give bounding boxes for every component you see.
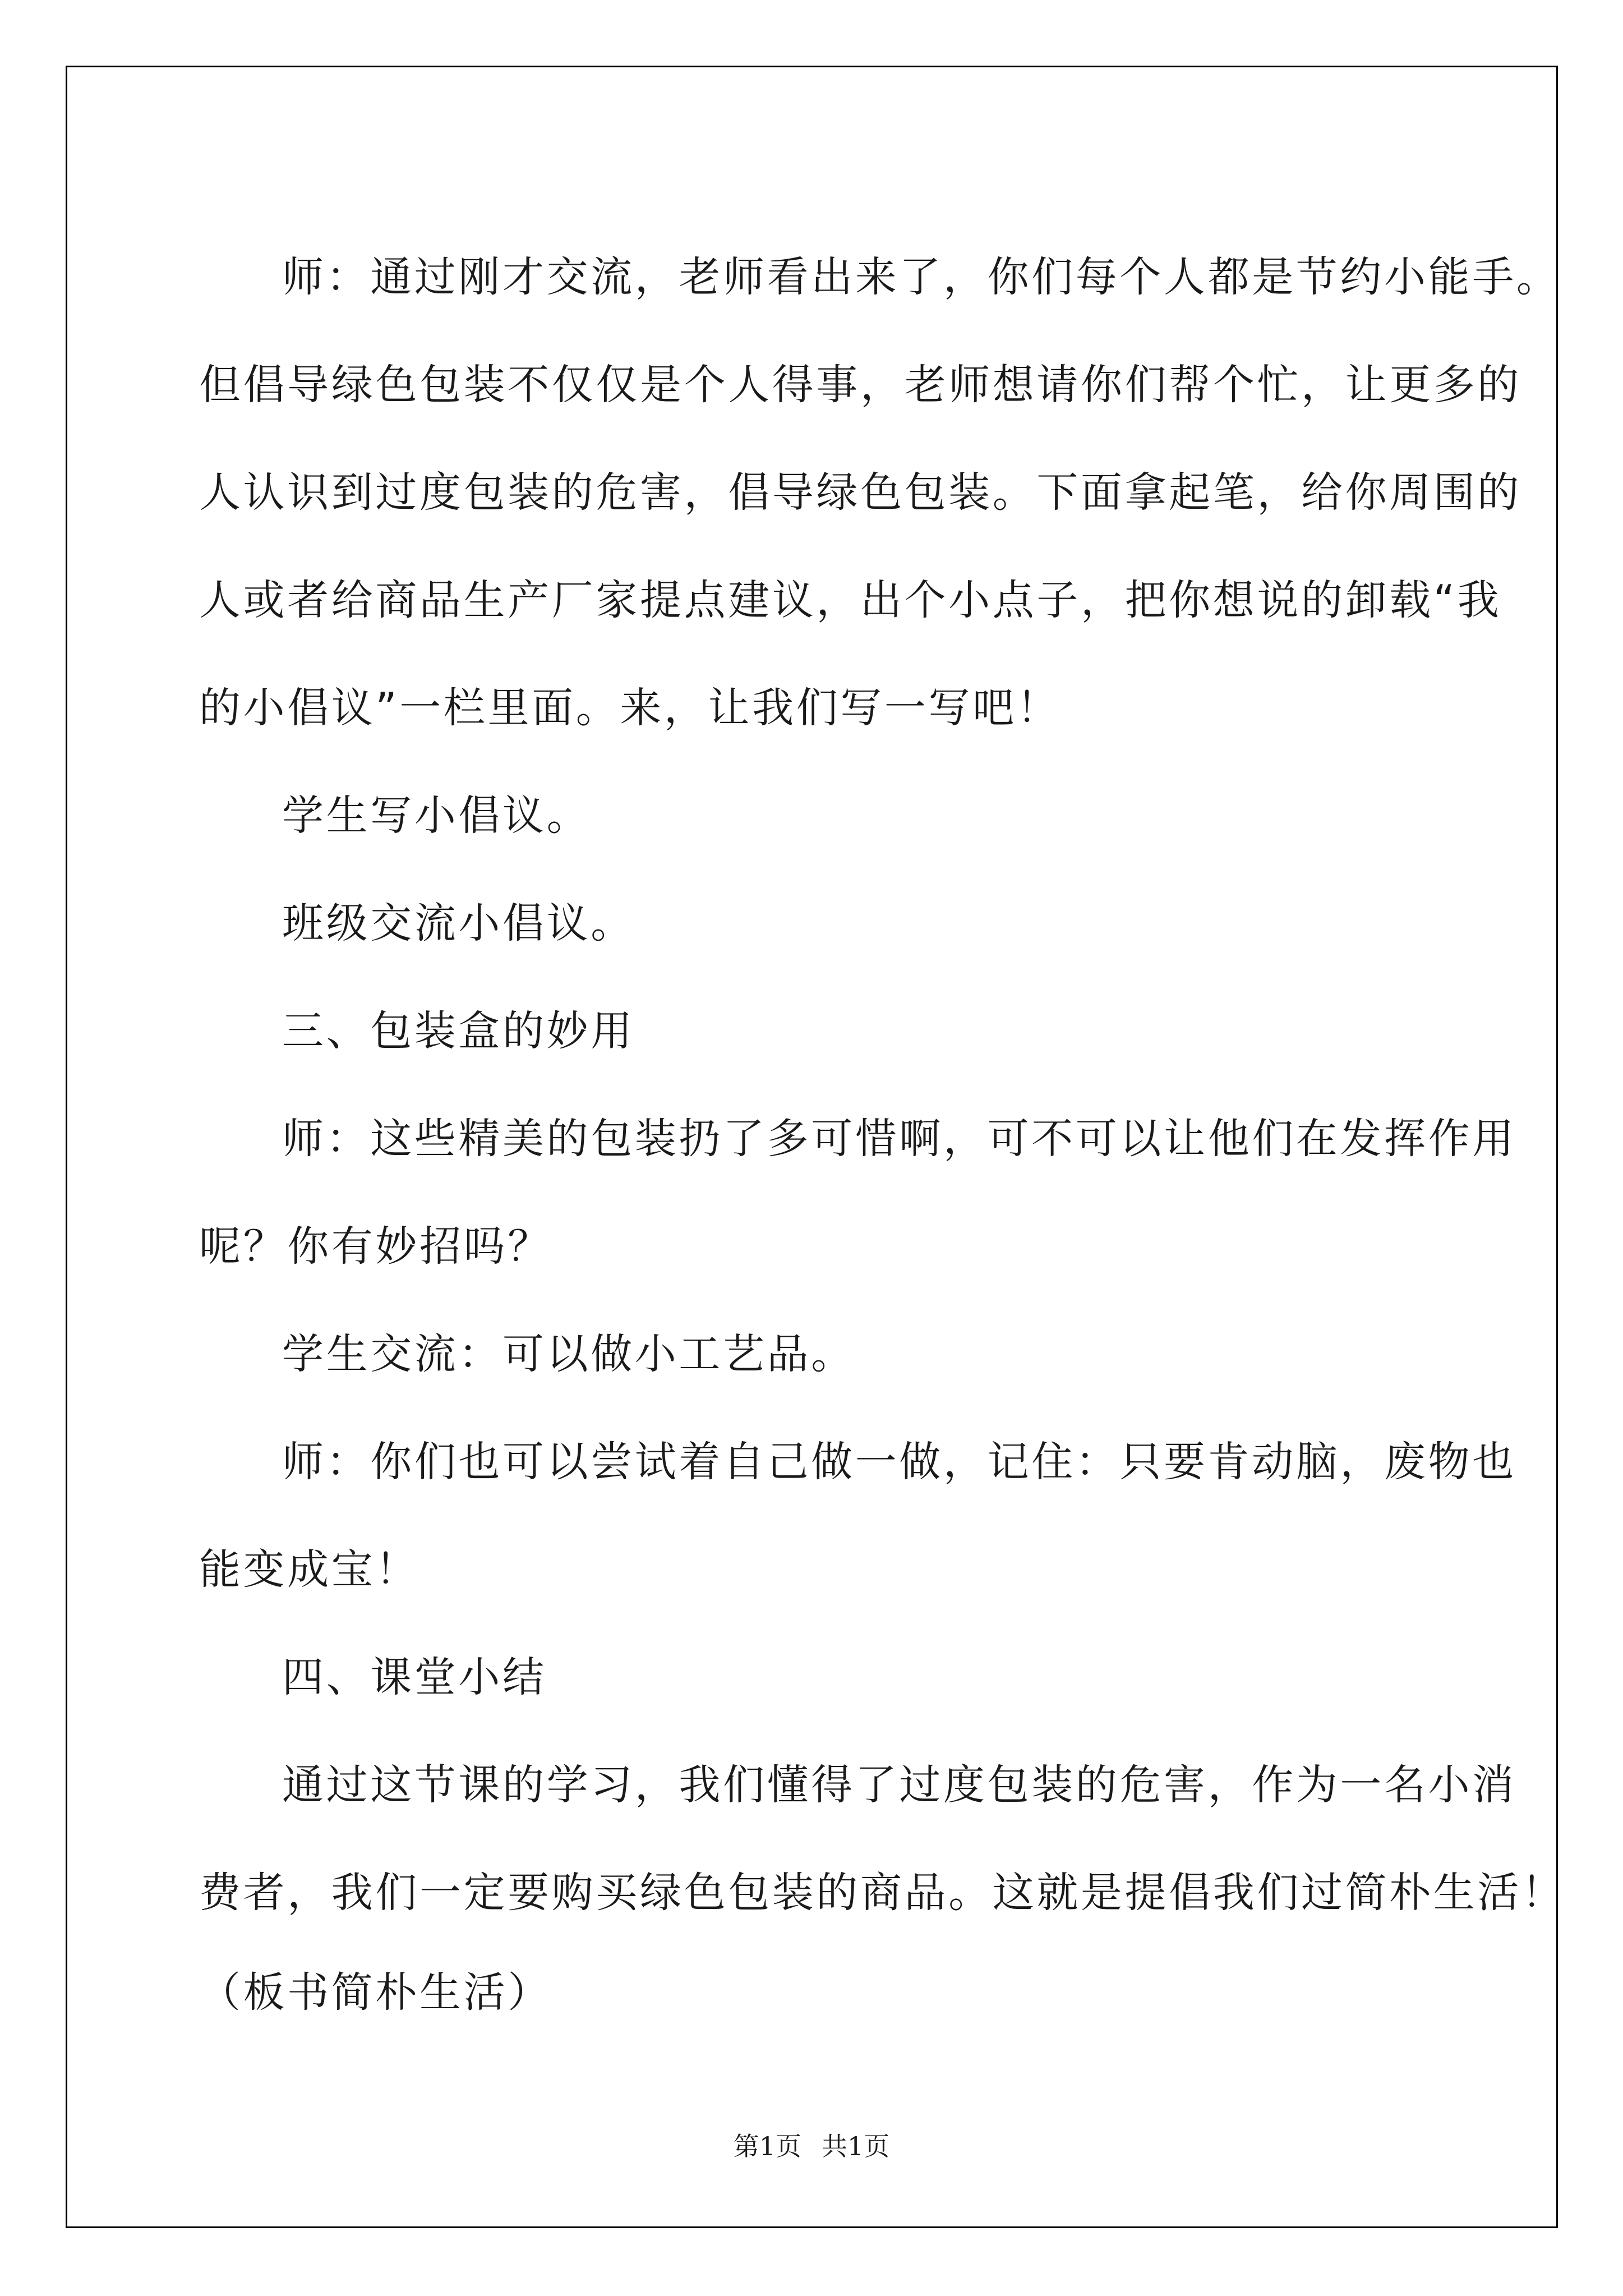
paragraph-2 <box>199 762 1467 869</box>
paragraph-1 <box>199 223 1561 762</box>
text-line: 能变成宝！ <box>199 1545 419 1594</box>
text-line: 四、课堂小结 <box>282 1653 547 1701</box>
text-line: 师：你们也可以尝试着自己做一做，记住：只要肯动脑，废物也 <box>282 1438 1516 1486</box>
text-line: 学生写小倡议。 <box>282 792 591 840</box>
section-heading-4 <box>199 1623 1467 1731</box>
page-footer <box>0 2126 1623 2163</box>
section-heading-3 <box>199 977 1467 1085</box>
text-line: （板书简朴生活） <box>199 1968 552 2017</box>
paragraph-6 <box>199 1300 1467 1408</box>
page-number: 第1页 <box>733 2131 801 2161</box>
paragraph-5 <box>199 1085 1516 1300</box>
text-line: 的小倡议”一栏里面。来，让我们写一写吧！ <box>199 684 1061 732</box>
paragraph-9 <box>199 1731 1566 2046</box>
text-line: 人认识到过度包装的危害，倡导绿色包装。下面拿起笔，给你周围的 <box>199 468 1521 517</box>
paragraph-7 <box>199 1408 1516 1623</box>
text-line: 学生交流：可以做小工艺品。 <box>282 1330 855 1378</box>
page-total: 共1页 <box>822 2131 890 2161</box>
text-line: 呢？你有妙招吗？ <box>199 1222 552 1271</box>
text-line: 班级交流小倡议。 <box>282 899 635 947</box>
text-line: 师：通过刚才交流，老师看出来了，你们每个人都是节约小能手。 <box>282 253 1561 301</box>
text-line: 费者，我们一定要购买绿色包装的商品。这就是提倡我们过简朴生活！ <box>199 1869 1566 1917</box>
paragraph-3 <box>199 869 1467 977</box>
document-body <box>199 223 1566 2046</box>
text-line: 人或者给商品生产厂家提点建议，出个小点子，把你想说的卸载“我 <box>199 576 1502 624</box>
text-line: 三、包装盒的妙用 <box>282 1007 635 1055</box>
text-line: 通过这节课的学习，我们懂得了过度包装的危害，作为一名小消 <box>282 1761 1516 1809</box>
text-line: 但倡导绿色包装不仅仅是个人得事，老师想请你们帮个忙，让更多的 <box>199 361 1521 409</box>
text-line: 师：这些精美的包装扔了多可惜啊，可不可以让他们在发挥作用 <box>282 1115 1516 1163</box>
